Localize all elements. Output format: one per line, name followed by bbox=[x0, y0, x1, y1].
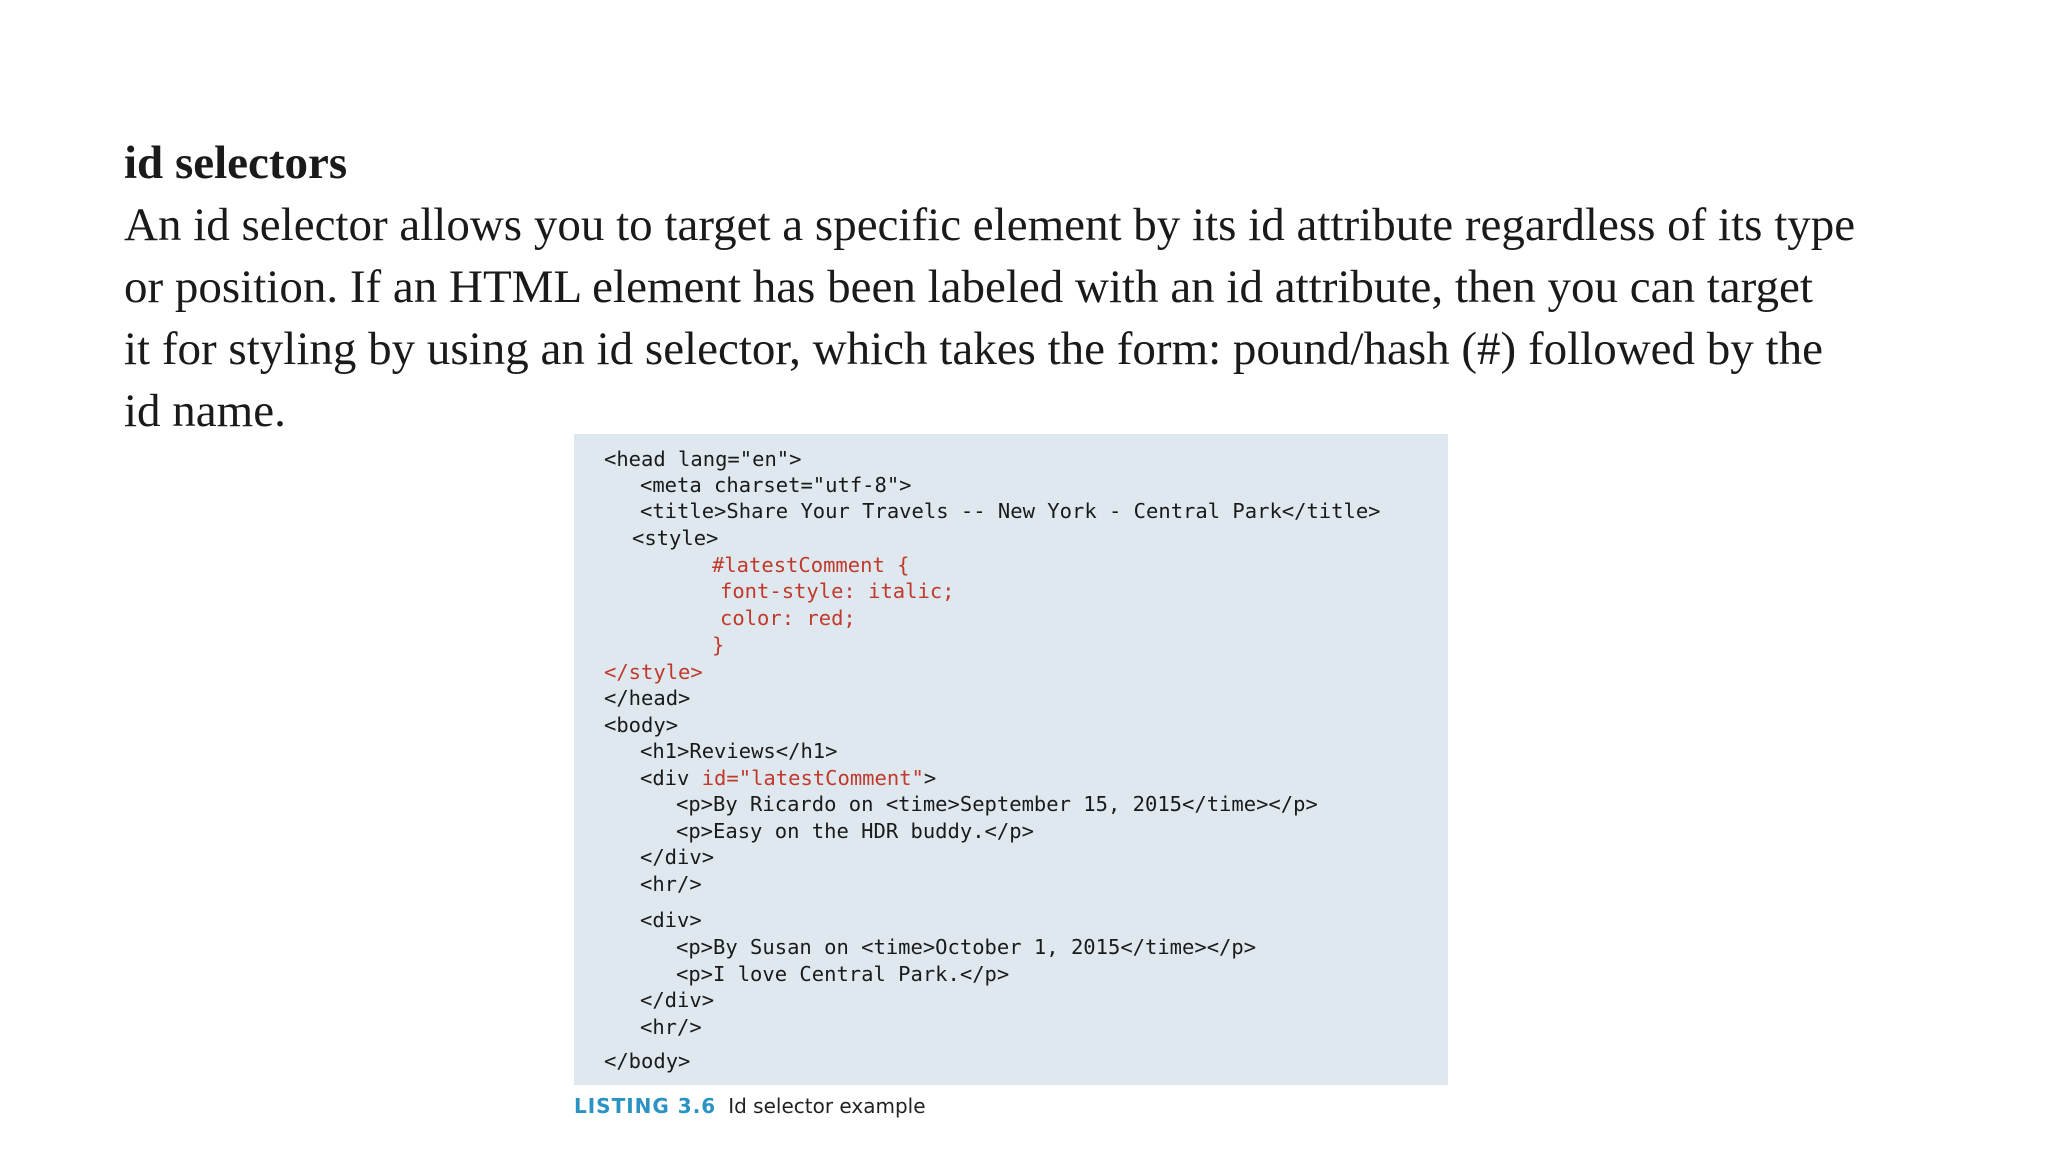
code-line-highlight: font-style: italic; bbox=[720, 579, 955, 603]
code-line: </head> bbox=[604, 686, 691, 710]
code-line: </body> bbox=[604, 1049, 691, 1073]
code-line: <style> bbox=[632, 526, 719, 550]
code-line: <p>By Ricardo on <time>September 15, 2015</time></p> bbox=[676, 792, 1318, 816]
code-token-highlight: id="latestComment" bbox=[701, 766, 924, 790]
code-line: <meta charset="utf-8"> bbox=[640, 473, 912, 497]
body-line: it for styling by using an id selector, which takes the form: pound/hash (#) followed by the bbox=[124, 323, 1823, 375]
code-line: <hr/> bbox=[640, 872, 702, 896]
code-line: </div> bbox=[640, 988, 715, 1012]
body-line: An id selector allows you to target a specific element by its id attribute regardless of its type bbox=[124, 199, 1856, 251]
code-line bbox=[640, 765, 936, 791]
code-line-highlight: } bbox=[712, 633, 725, 657]
code-line: </div> bbox=[640, 845, 715, 869]
code-line: <p>By Susan on <time>October 1, 2015</time></p> bbox=[676, 935, 1257, 959]
code-line-highlight: #latestComment { bbox=[712, 553, 910, 577]
code-line: <head lang="en"> bbox=[604, 447, 802, 471]
code-line: <p>Easy on the HDR buddy.</p> bbox=[676, 819, 1034, 843]
caption-text: Id selector example bbox=[728, 1094, 926, 1118]
slide-heading: id selectors bbox=[124, 137, 348, 189]
code-listing bbox=[574, 434, 1448, 1085]
body-line: or position. If an HTML element has been labeled with an id attribute, then you can target bbox=[124, 261, 1813, 313]
code-line: <div> bbox=[640, 908, 702, 932]
code-line: <p>I love Central Park.</p> bbox=[676, 962, 1010, 986]
listing-caption bbox=[574, 1094, 926, 1118]
slide-body-text bbox=[124, 194, 1855, 442]
code-line-highlight: color: red; bbox=[720, 606, 856, 630]
code-line: <hr/> bbox=[640, 1015, 702, 1039]
body-line: id name. bbox=[124, 385, 286, 437]
code-line: <body> bbox=[604, 713, 679, 737]
caption-label: LISTING 3.6 bbox=[574, 1094, 717, 1118]
code-token: > bbox=[923, 766, 937, 790]
code-line: <h1>Reviews</h1> bbox=[640, 739, 838, 763]
code-line-highlight: </style> bbox=[604, 660, 703, 684]
code-line: <title>Share Your Travels -- New York - Central Park</title> bbox=[640, 499, 1381, 523]
code-token: <div bbox=[640, 766, 702, 790]
